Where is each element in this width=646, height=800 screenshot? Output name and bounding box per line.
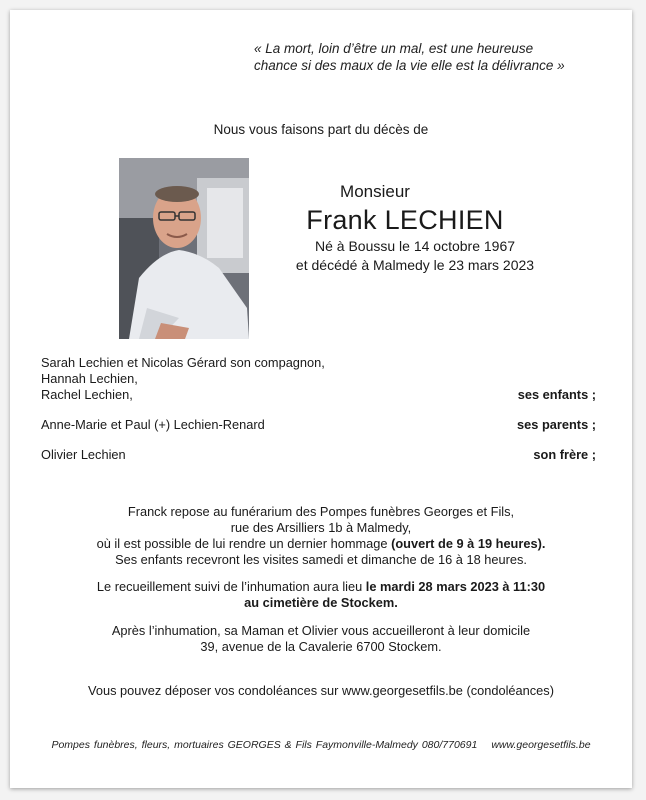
death-notice-page: « La mort, loin d’être un mal, est une heureuse chance si des maux de la vie elle est la délivrance » Nous vous faisons part du décès de Monsieur Frank LECHIEN Né à Boussu le 14 octobre 1967 et décédé à Malmedy le 23 mars 2023 Sarah Lechien et Nicolas Gérard son compagnon, Hannah Lechien, Rachel Lechien, ses enfants ; Anne-Marie et Paul (+) Lechien-Renard ses parents ; Olivier Lechien son frère ; Franck repose au funérarium des Pompes funèbres Georges et Fils, rue des Arsilliers 1b à Malmedy, où il est possible de lui rendre un dernier hommage (ouvert de 9 à 19 heures). Ses enfants recevront les visites samedi et dimanche de 16 à 18 heures. Le recueillement suivi de l’inhumation aura lieu le mardi 28 mars 2023 à 11:30 au cimetière de Stockem. Après l’inhumation, sa Maman et Olivier vous accueilleront à leur domicile 39, avenue de la Cavalerie 6700 Stockem. Vous pouvez déposer vos condoléances sur www.georgesetfils.be (condoléances) Pompes funèbres, fleurs, mortuaires GEORGES & Fils Faymonville-Malmedy 080/770691 www.georgesetfils.be [10,10,632,788]
opening-hours: (ouvert de 9 à 19 heures). [391,536,546,551]
ceremony-paragraph: Le recueillement suivi de l’inhumation aura lieu le mardi 28 mars 2023 à 11:30 au cimetière de Stockem. [96,579,546,610]
family-member-line: Hannah Lechien, [41,371,138,386]
relation-label: ses parents ; [517,417,596,432]
footer-company: Pompes funèbres, fleurs, mortuaires GEORGES & Fils Faymonville-Malmedy 080/770691 [51,739,478,751]
ceremony-place: au cimetière de Stockem. [244,595,398,610]
family-list [41,355,596,463]
relation-label: son frère ; [533,447,596,462]
footer-website: www.georgesetfils.be [491,739,591,751]
reception-paragraph: Après l’inhumation, sa Maman et Olivier vous accueilleront à leur domicile 39, avenue de la Cavalerie 6700 Stockem. [111,623,531,654]
quote-line-1: « La mort, loin d’être un mal, est une heureuse [254,41,534,56]
ceremony-date: le mardi 28 mars 2023 à 11:30 [365,579,546,594]
family-member-line: Olivier Lechien [41,447,126,462]
condolences-paragraph: Vous pouvez déposer vos condoléances sur www.georgesetfils.be (condoléances) [88,683,554,698]
family-row-children [41,355,596,403]
intro-text: Nous vous faisons part du décès de [213,122,429,137]
funerarium-paragraph: Franck repose au funérarium des Pompes funèbres Georges et Fils, rue des Arsilliers 1b à Malmedy, où il est possible de lui rendre un dernier hommage (ouvert de 9 à 19 heures). Ses enfants recevront les visites samedi et dimanche de 16 à 18 heures. [96,504,546,567]
family-member-line: Sarah Lechien et Nicolas Gérard son compagnon, [41,355,325,370]
family-row-parents [41,417,596,433]
family-member-line-last: Rachel Lechien, ses enfants ; [41,387,596,402]
family-row-sibling [41,447,596,463]
relation-label: ses enfants ; [517,387,596,402]
footer [10,739,632,751]
portrait-photo [119,158,249,339]
quote-line-2: chance si des maux de la vie elle est la délivrance » [254,58,565,73]
epigraph-quote [254,40,565,74]
family-member-line: Anne-Marie et Paul (+) Lechien-Renard [41,417,265,432]
